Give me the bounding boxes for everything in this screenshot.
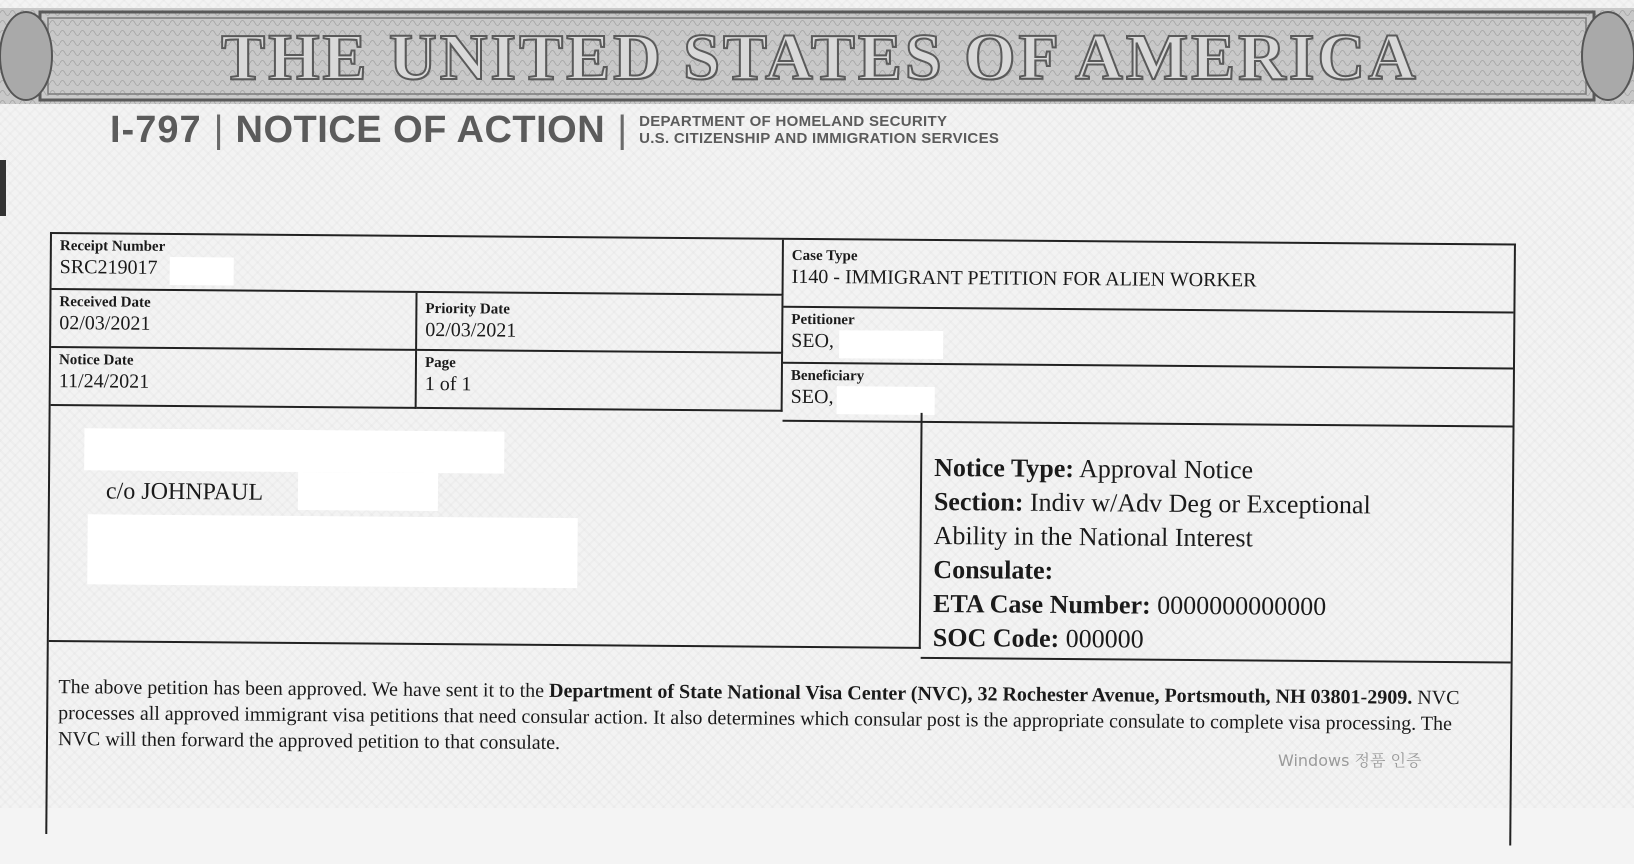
notice-date-cell <box>51 348 417 409</box>
scan-edge-mark <box>0 160 6 216</box>
receipt-number-cell <box>52 234 784 296</box>
nvc-address: Department of State National Visa Center (NVC), 32 Rochester Avenue, Portsmouth, NH 03801-2909. <box>548 679 1413 709</box>
priority-date-cell <box>417 293 783 354</box>
redaction-box <box>839 330 943 359</box>
banner-title: THE UNITED STATES OF AMERICA <box>221 21 1419 94</box>
body-text-part-1: The above petition has been approved. We have sent it to the <box>58 676 550 702</box>
redaction-box <box>298 472 438 511</box>
priority-date-value: 02/03/2021 <box>425 318 517 342</box>
case-type-cell <box>783 240 1514 314</box>
receipt-number-value: SRC219017 <box>59 256 158 279</box>
section-value-line-1: Indiv w/Adv Deg or Exceptional <box>1029 487 1371 520</box>
page-value: 1 of 1 <box>424 372 472 396</box>
agency-line-1: DEPARTMENT OF HOMELAND SECURITY <box>639 113 948 130</box>
header-separator: | <box>617 108 628 151</box>
eta-line <box>933 587 1501 625</box>
petitioner-label: Petitioner <box>791 311 855 329</box>
soc-label: SOC Code: <box>932 622 1060 653</box>
banner <box>0 8 1634 104</box>
beneficiary-value: SEO, <box>790 385 834 409</box>
notice-details-cell <box>921 423 1513 664</box>
received-date-value: 02/03/2021 <box>59 312 151 335</box>
agency-line-2: U.S. CITIZENSHIP AND IMMIGRATION SERVICES <box>639 130 1000 147</box>
soc-line <box>933 621 1501 659</box>
windows-activation-watermark: Windows 정품 인증 <box>1278 751 1422 770</box>
approval-paragraph <box>58 674 1479 763</box>
form-number: I-797 <box>110 108 202 151</box>
priority-date-label: Priority Date <box>425 300 511 318</box>
beneficiary-label: Beneficiary <box>790 367 865 385</box>
notice-type-value: Approval Notice <box>1078 454 1254 485</box>
redaction-box <box>837 386 935 415</box>
eta-value: 0000000000000 <box>1157 590 1327 622</box>
section-line <box>934 485 1502 523</box>
page-label: Page <box>424 354 456 372</box>
notice-date-label: Notice Date <box>58 352 134 369</box>
notice-type-line <box>934 451 1502 489</box>
case-type-value: I140 - IMMIGRANT PETITION FOR ALIEN WORKER <box>791 265 1257 292</box>
redaction-box <box>84 428 504 473</box>
notice-date-value: 11/24/2021 <box>58 370 150 393</box>
body-text-part-2: NVC processes all approved immigrant visa petitions that need consular action. It also determines which consular post is the appropriate consulate to complete visa processing. The NVC will then forward the approved petition to that consulate. <box>57 686 1460 755</box>
redaction-box <box>170 257 234 286</box>
notice-type-label: Notice Type: <box>934 452 1075 484</box>
petitioner-value: SEO, <box>791 329 835 353</box>
redaction-box <box>87 514 578 588</box>
soc-value: 000000 <box>1065 623 1144 654</box>
consulate-line <box>933 553 1501 591</box>
page-cell <box>417 351 783 412</box>
case-type-label: Case Type <box>791 247 858 265</box>
consulate-label: Consulate: <box>933 554 1054 585</box>
header-separator: | <box>213 108 224 151</box>
petitioner-cell <box>783 308 1513 370</box>
received-date-label: Received Date <box>59 294 151 311</box>
form-title: NOTICE OF ACTION <box>235 108 606 151</box>
address-cell <box>49 406 923 649</box>
form-header <box>110 108 999 152</box>
section-value-line-2: Ability in the National Interest <box>933 520 1253 553</box>
agency-name <box>639 113 999 147</box>
care-of-line: c/o JOHNPAUL <box>105 478 264 506</box>
section-label: Section: <box>933 486 1024 517</box>
receipt-number-label: Receipt Number <box>59 238 166 255</box>
eta-label: ETA Case Number: <box>932 588 1151 620</box>
received-date-cell <box>51 290 417 351</box>
